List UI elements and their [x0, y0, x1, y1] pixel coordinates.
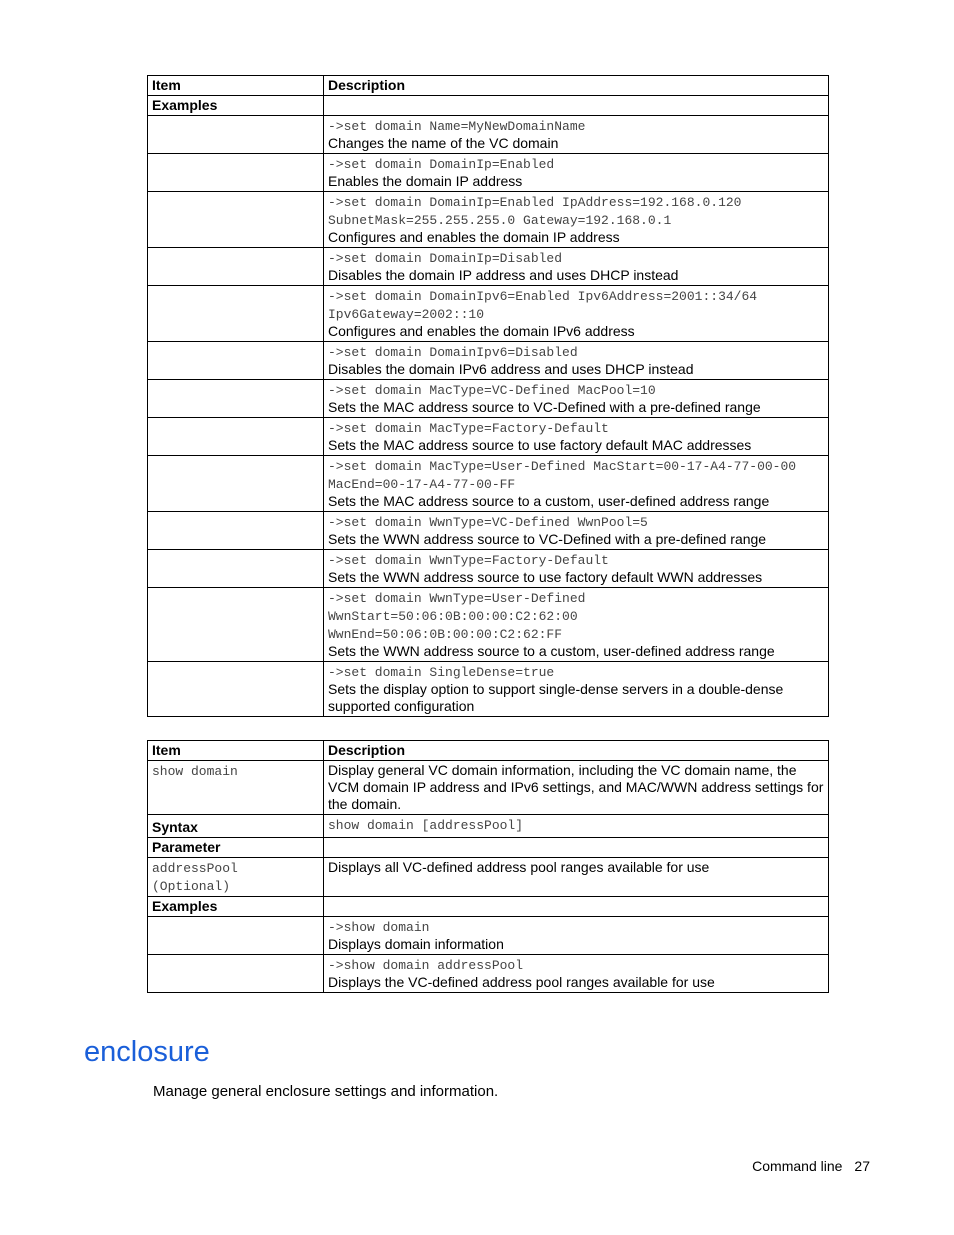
example-row	[148, 550, 829, 588]
parameter-name: addressPool (Optional)	[152, 861, 238, 894]
parameter-label: Parameter	[148, 838, 324, 858]
description-header: Description	[324, 741, 829, 761]
example-row	[148, 456, 829, 512]
section-intro: Manage general enclosure settings and information.	[153, 1083, 499, 1100]
examples-label: Examples	[148, 897, 324, 917]
section-row	[148, 96, 829, 116]
item-header: Item	[148, 76, 324, 96]
example-description: Disables the domain IP address and uses DHCP instead	[328, 267, 679, 283]
command-row	[148, 761, 829, 815]
example-code: ->set domain WwnType=VC-Defined WwnPool=5	[328, 515, 648, 530]
parameter-description: Displays all VC-defined address pool ranges available for use	[324, 858, 829, 897]
examples-section-row	[148, 897, 829, 917]
example-description: Sets the MAC address source to use factory default MAC addresses	[328, 437, 752, 453]
example-code: ->set domain DomainIpv6=Enabled Ipv6Address=2001::34/64 Ipv6Gateway=2002::10	[328, 289, 758, 322]
example-row	[148, 116, 829, 154]
example-code: ->set domain WwnType=User-Defined WwnStart=50:06:0B:00:00:C2:62:00 WwnEnd=50:06:0B:00:00:C2:62:FF	[328, 591, 586, 642]
example-code: ->show domain addressPool	[328, 958, 524, 973]
example-code: ->set domain Name=MyNewDomainName	[328, 119, 586, 134]
footer-label: Command line	[752, 1158, 843, 1174]
example-description: Displays the VC-defined address pool ranges available for use	[328, 974, 715, 990]
example-description: Configures and enables the domain IP address	[328, 229, 620, 245]
example-description: Sets the MAC address source to VC-Defined with a pre-defined range	[328, 399, 761, 415]
syntax-label: Syntax	[148, 815, 324, 838]
example-code: ->set domain DomainIpv6=Disabled	[328, 345, 578, 360]
example-description: Sets the WWN address source to VC-Defined with a pre-defined range	[328, 531, 767, 547]
example-row	[148, 154, 829, 192]
page-footer	[752, 1158, 870, 1174]
example-row	[148, 955, 829, 993]
command-description: Display general VC domain information, including the VC domain name, the VCM domain IP address and IPv6 settings, and MAC/WWN address settings for the domain.	[324, 761, 829, 815]
item-header: Item	[148, 741, 324, 761]
example-description: Enables the domain IP address	[328, 173, 523, 189]
example-description: Displays domain information	[328, 936, 504, 952]
example-row	[148, 342, 829, 380]
command-name: show domain	[152, 764, 238, 779]
example-row	[148, 286, 829, 342]
example-description: Sets the display option to support single-dense servers in a double-dense supported configuration	[328, 681, 784, 714]
example-code: ->set domain WwnType=Factory-Default	[328, 553, 609, 568]
example-code: ->show domain	[328, 920, 430, 935]
example-code: ->set domain DomainIp=Enabled	[328, 157, 555, 172]
table-header-row	[148, 741, 829, 761]
example-description: Sets the MAC address source to a custom, user-defined address range	[328, 493, 770, 509]
example-code: ->set domain DomainIp=Disabled	[328, 251, 563, 266]
show-domain-table	[147, 740, 829, 993]
table-header-row	[148, 76, 829, 96]
set-domain-examples-table	[147, 75, 829, 717]
example-description: Configures and enables the domain IPv6 address	[328, 323, 635, 339]
example-row	[148, 588, 829, 662]
example-row	[148, 917, 829, 955]
example-description: Changes the name of the VC domain	[328, 135, 559, 151]
example-row	[148, 380, 829, 418]
example-row	[148, 418, 829, 456]
example-row	[148, 512, 829, 550]
parameter-section-row	[148, 838, 829, 858]
example-code: ->set domain MacType=Factory-Default	[328, 421, 609, 436]
examples-label: Examples	[148, 96, 324, 116]
example-code: ->set domain SingleDense=true	[328, 665, 555, 680]
syntax-row	[148, 815, 829, 838]
example-description: Disables the domain IPv6 address and uses DHCP instead	[328, 361, 694, 377]
example-code: ->set domain DomainIp=Enabled IpAddress=192.168.0.120 SubnetMask=255.255.255.0 Gateway=192.168.0.1	[328, 195, 742, 228]
example-row	[148, 248, 829, 286]
example-code: ->set domain MacType=User-Defined MacStart=00-17-A4-77-00-00 MacEnd=00-17-A4-77-00-FF	[328, 459, 797, 492]
syntax-value: show domain [addressPool]	[328, 818, 524, 833]
example-code: ->set domain MacType=VC-Defined MacPool=10	[328, 383, 656, 398]
page-number: 27	[854, 1158, 870, 1174]
example-description: Sets the WWN address source to a custom, user-defined address range	[328, 643, 775, 659]
description-header: Description	[324, 76, 829, 96]
section-heading: enclosure	[84, 1036, 210, 1068]
parameter-row	[148, 858, 829, 897]
example-description: Sets the WWN address source to use factory default WWN addresses	[328, 569, 763, 585]
example-row	[148, 662, 829, 717]
example-row	[148, 192, 829, 248]
